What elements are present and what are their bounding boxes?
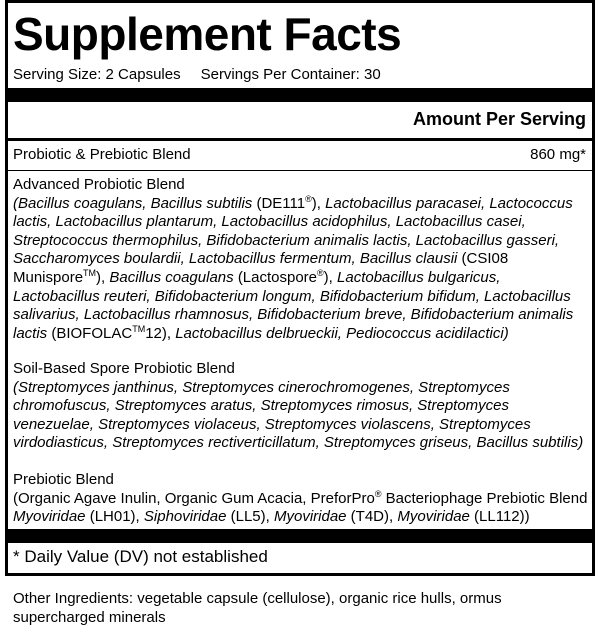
divider-under-blend [8, 170, 592, 171]
advanced-probiotic-section [13, 176, 589, 343]
blend-amount: 860 mg* [530, 146, 586, 163]
thick-divider-bottom [8, 529, 592, 543]
thick-divider-top [8, 88, 592, 102]
panel-title: Supplement Facts [13, 8, 402, 60]
daily-value-footnote: * Daily Value (DV) not established [13, 547, 268, 566]
section-heading: Prebiotic Blend [13, 471, 114, 488]
ingredient-list: (Bacillus coagulans, Bacillus subtilis (DE111®), Lactobacillus paracasei, Lactococcus lactis, Lactobacillus plantarum, Lactobacillus acidophilus, Lactobacillus casei, Streptococcus thermophilus, Bifidobacterium animalis lactis, Lactobacillus gasseri, Saccharomyces boulardii, Lactobacillus fermentum, Bacillus clausii (CSI08 Munispore™), Bacillus coagulans (Lactospore®), Lactobacillus bulgaricus, Lactobacillus reuteri, Bifidobacterium longum, Bifidobacterium bifidum, Lactobacillus salivarius, Lactobacillus rhamnosus, Bifidobacterium breve, Bifidobacterium animalis lactis (BIOFOLAC™12), Lactobacillus delbrueckii, Pediococcus acidilactici) [13, 193, 574, 342]
servings-per-container: Servings Per Container: 30 [200, 66, 381, 83]
serving-size: Serving Size: 2 Capsules [13, 66, 181, 83]
prebiotic-section [13, 471, 589, 527]
soil-based-section [13, 360, 589, 453]
section-heading: Soil-Based Spore Probiotic Blend [13, 360, 235, 377]
ingredient-list: (Organic Agave Inulin, Organic Gum Acacia, PreforPro® Bacteriophage Prebiotic Blend Myoviridae (LH01), Siphoviridae (LL5), Myoviridae (T4D), Myoviridae (LL112)) [13, 488, 588, 526]
amount-per-serving-header: Amount Per Serving [412, 109, 586, 129]
blend-name: Probiotic & Prebiotic Blend [13, 146, 191, 163]
other-ingredients: Other Ingredients: vegetable capsule (cellulose), organic rice hulls, ormus supercharged minerals [13, 590, 502, 626]
blend-row [13, 146, 586, 164]
ingredient-list: (Streptomyces janthinus, Streptomyces cinerochromogenes, Streptomyces chromofuscus, Streptomyces aratus, Streptomyces rimosus, Streptomyces venezuelae, Streptomyces violaceus, Streptomyces violascens, Streptomyces virdodiasticus, Streptomyces rectiverticillatum, Streptomyces griseus, Bacillus subtilis) [13, 378, 584, 452]
serving-info [13, 66, 381, 84]
section-heading: Advanced Probiotic Blend [13, 176, 185, 193]
divider-under-header [8, 138, 592, 141]
